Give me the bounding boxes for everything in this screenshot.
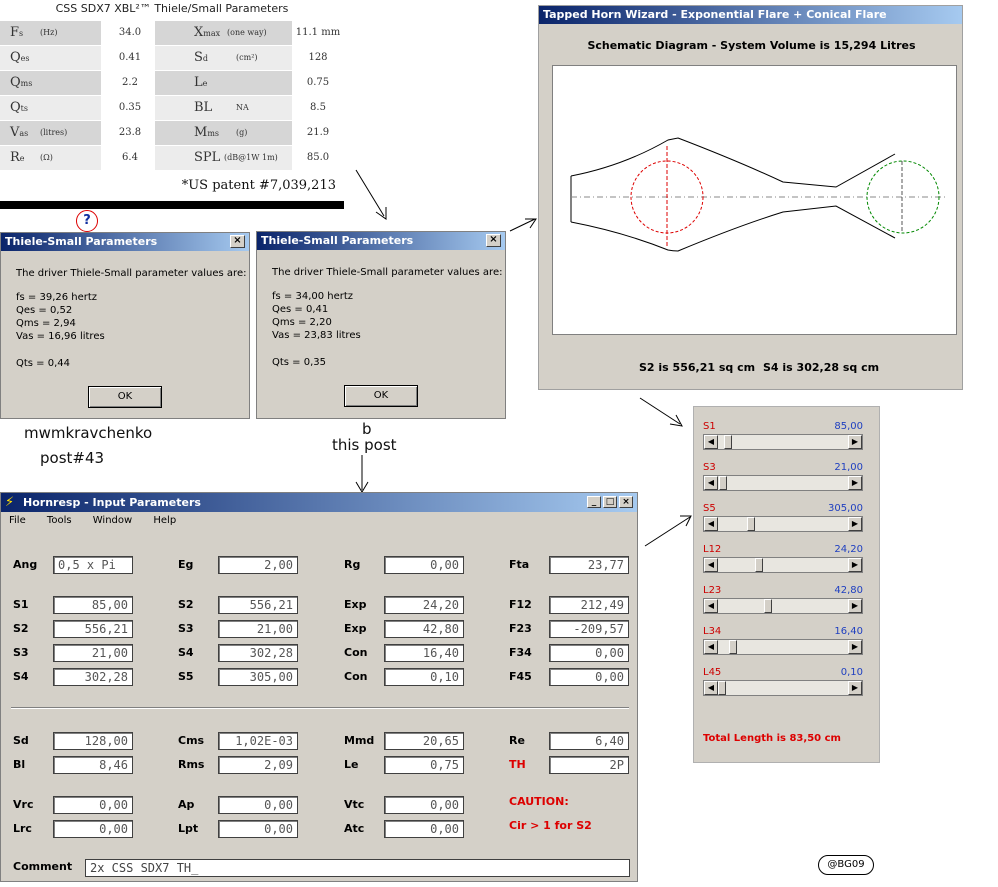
s5-label: S5	[178, 670, 194, 683]
dialog-line: Vas = 23,83 litres	[272, 330, 361, 341]
menu-tools[interactable]: Tools	[46, 515, 72, 526]
lightning-icon: ⚡	[5, 495, 15, 510]
s4a-label: S4	[178, 646, 194, 659]
s3a-label: S3	[178, 622, 194, 635]
atc-input[interactable]: 0,00	[384, 820, 464, 838]
exp2-input[interactable]: 42,80	[384, 620, 464, 638]
mmd-label: Mmd	[344, 734, 375, 747]
slider-value: 305,00	[828, 503, 863, 514]
param-symbol: SPL	[194, 150, 221, 165]
con2-input[interactable]: 0,10	[384, 668, 464, 686]
total-length: Total Length is 83,50 cm	[703, 733, 841, 744]
param-subscript: d	[202, 54, 209, 63]
minimize-button[interactable]: _	[587, 496, 601, 508]
param-unit: (litres)	[40, 128, 68, 137]
slider-track[interactable]	[703, 598, 863, 614]
f23-label: F23	[509, 622, 532, 635]
f34-label: F34	[509, 646, 532, 659]
s4-input[interactable]: 302,28	[53, 668, 133, 686]
con1-input[interactable]: 16,40	[384, 644, 464, 662]
slider-track[interactable]	[703, 516, 863, 532]
arrow-right-icon[interactable]: ▶	[848, 558, 862, 572]
schematic-heading: Schematic Diagram - System Volume is 15,294 Litres	[587, 39, 916, 52]
window-title-text: Hornresp - Input Parameters	[23, 496, 201, 509]
param-subscript: s	[19, 29, 24, 38]
param-unit: (g)	[236, 128, 248, 137]
schematic-canvas	[552, 65, 957, 335]
help-icon[interactable]: ?	[76, 210, 98, 232]
lpt-input[interactable]: 0,00	[218, 820, 298, 838]
window-title: Tapped Horn Wizard - Exponential Flare + Conical Flare	[539, 6, 962, 24]
con2-label: Con	[344, 670, 368, 683]
dialog-qts: Qts = 0,44	[16, 358, 71, 369]
separator	[11, 707, 629, 709]
slider-value: 24,20	[834, 544, 863, 555]
slider-thumb[interactable]	[724, 435, 732, 449]
ang-input[interactable]: 0,5 x Pi	[53, 556, 133, 574]
param-subscript: es	[20, 54, 30, 63]
f34-input[interactable]: 0,00	[549, 644, 629, 662]
param-symbol: Q	[10, 75, 21, 90]
eg-label: Eg	[178, 558, 194, 571]
s4-label: S4	[13, 670, 29, 683]
ok-button[interactable]: OK	[88, 386, 162, 408]
arrow-left-icon[interactable]: ◀	[704, 640, 718, 654]
comment-label: Comment	[13, 860, 73, 873]
slider-label: L34	[703, 626, 722, 637]
spec-title: CSS SDX7 XBL²™ Thiele/Small Parameters	[55, 2, 289, 15]
param-value: 11.1 mm	[295, 27, 341, 38]
param-symbol: F	[10, 25, 20, 40]
s2a-label: S2	[178, 598, 194, 611]
rg-label: Rg	[344, 558, 361, 571]
maximize-button[interactable]: □	[603, 496, 617, 508]
param-value: 8.5	[310, 102, 326, 113]
dialog-line: Vas = 16,96 litres	[16, 331, 105, 342]
caution-message: Cir > 1 for S2	[509, 819, 592, 832]
param-unit: (one way)	[227, 28, 267, 37]
dialog-title-text: Thiele-Small Parameters	[5, 235, 158, 248]
param-value: 0.75	[306, 77, 330, 88]
caption-user: mwmkravchenko	[24, 424, 153, 442]
param-value: 128	[308, 52, 328, 63]
menu-bar	[9, 515, 186, 526]
param-symbol: L	[194, 75, 203, 90]
slider-label: L12	[703, 544, 722, 555]
param-unit: (Ω)	[40, 153, 53, 162]
f45-label: F45	[509, 670, 532, 683]
param-unit: NA	[236, 103, 249, 112]
rms-input[interactable]: 2,09	[218, 756, 298, 774]
slider-thumb[interactable]	[719, 476, 727, 490]
comment-input[interactable]: 2x CSS SDX7 TH_	[85, 859, 630, 877]
fta-label: Fta	[509, 558, 530, 571]
param-symbol: Q	[10, 100, 21, 115]
param-value: 34.0	[118, 27, 142, 38]
close-button[interactable]: ×	[486, 234, 501, 247]
s3a-input[interactable]: 21,00	[218, 620, 298, 638]
lpt-label: Lpt	[178, 822, 199, 835]
slider-thumb[interactable]	[764, 599, 772, 613]
le-input[interactable]: 0,75	[384, 756, 464, 774]
arrow-right-icon[interactable]: ▶	[848, 476, 862, 490]
ok-button[interactable]: OK	[344, 385, 418, 407]
dialog-line: fs = 39,26 hertz	[16, 292, 98, 303]
sliders-panel	[693, 406, 880, 763]
s4-readout: S4 is 302,28 sq cm	[763, 361, 880, 374]
lrc-input[interactable]: 0,00	[53, 820, 133, 838]
horn-schematic	[553, 66, 956, 334]
slider-value: 16,40	[834, 626, 863, 637]
slider-track[interactable]	[703, 680, 863, 696]
param-value: 0.41	[118, 52, 142, 63]
s3-label: S3	[13, 646, 29, 659]
param-symbol: S	[194, 50, 203, 65]
param-subscript: ms	[20, 79, 33, 88]
eg-input[interactable]: 2,00	[218, 556, 298, 574]
s3-input[interactable]: 21,00	[53, 644, 133, 662]
param-value: 23.8	[118, 127, 142, 138]
vrc-input[interactable]: 0,00	[53, 796, 133, 814]
slider-thumb[interactable]	[747, 517, 755, 531]
arrow-line	[356, 170, 384, 216]
slider-track[interactable]	[703, 639, 863, 655]
mmd-input[interactable]: 20,65	[384, 732, 464, 750]
cms-input[interactable]: 1,02E-03	[218, 732, 298, 750]
param-value: 6.4	[122, 152, 138, 163]
f45-input[interactable]: 0,00	[549, 668, 629, 686]
horn-top-outline	[571, 138, 895, 187]
slider-label: S1	[703, 421, 716, 432]
menu-help[interactable]: Help	[153, 515, 177, 526]
slider-value: 21,00	[834, 462, 863, 473]
s1-label: S1	[13, 598, 29, 611]
param-symbol: BL	[194, 100, 213, 115]
slider-track[interactable]	[703, 434, 863, 450]
param-symbol: X	[194, 25, 204, 40]
dialog-qts: Qts = 0,35	[272, 357, 327, 368]
param-symbol: Q	[10, 50, 21, 65]
param-subscript: e	[19, 154, 25, 163]
slider-value: 85,00	[834, 421, 863, 432]
arrow-left-icon[interactable]: ◀	[704, 517, 718, 531]
sd-input[interactable]: 128,00	[53, 732, 133, 750]
s2-label: S2	[13, 622, 29, 635]
close-button[interactable]: ×	[619, 496, 633, 508]
arrow-head	[376, 207, 386, 219]
param-symbol: V	[10, 125, 20, 140]
driver-circle-green	[867, 161, 939, 233]
param-unit: (cm²)	[236, 53, 258, 62]
param-subscript: e	[202, 79, 208, 88]
s2-input[interactable]: 556,21	[53, 620, 133, 638]
slider-value: 42,80	[834, 585, 863, 596]
th-input[interactable]: 2P	[549, 756, 629, 774]
dialog-intro: The driver Thiele-Small parameter values are:	[272, 267, 503, 278]
dialog-line: Qes = 0,41	[272, 304, 329, 315]
param-subscript: as	[19, 129, 29, 138]
con1-label: Con	[344, 646, 368, 659]
param-subscript: ms	[207, 129, 220, 138]
slider-label: S5	[703, 503, 716, 514]
close-button[interactable]: ×	[230, 235, 245, 248]
fta-input[interactable]: 23,77	[549, 556, 629, 574]
th-label: TH	[509, 758, 526, 771]
ap-label: Ap	[178, 798, 195, 811]
rg-input[interactable]: 0,00	[384, 556, 464, 574]
slider-label: L45	[703, 667, 722, 678]
arrow-head	[670, 415, 682, 426]
caution-label: CAUTION:	[509, 795, 569, 808]
f12-input[interactable]: 212,49	[549, 596, 629, 614]
arrow-right-icon[interactable]: ▶	[848, 599, 862, 613]
ang-label: Ang	[13, 558, 38, 571]
sd-label: Sd	[13, 734, 29, 747]
vrc-label: Vrc	[13, 798, 34, 811]
arrow-right-icon[interactable]: ▶	[848, 640, 862, 654]
window-title	[1, 493, 637, 512]
dialog-line: Qms = 2,20	[272, 317, 332, 328]
re-input[interactable]: 6,40	[549, 732, 629, 750]
slider-track[interactable]	[703, 557, 863, 573]
caption-b: b	[362, 420, 372, 438]
dialog-title-text: Thiele-Small Parameters	[261, 234, 414, 247]
param-symbol: M	[194, 125, 208, 140]
arrow-left-icon[interactable]: ◀	[704, 476, 718, 490]
param-unit: (Hz)	[40, 28, 58, 37]
slider-label: L23	[703, 585, 722, 596]
arrow-left-icon[interactable]: ◀	[704, 435, 718, 449]
s2a-input[interactable]: 556,21	[218, 596, 298, 614]
patent-text: *US patent #7,039,213	[181, 178, 336, 193]
dialog-line: fs = 34,00 hertz	[272, 291, 354, 302]
dialog-intro: The driver Thiele-Small parameter values are:	[16, 268, 247, 279]
slider-value: 0,10	[840, 667, 863, 678]
param-value: 0.35	[118, 102, 142, 113]
arrow-right-icon[interactable]: ▶	[848, 435, 862, 449]
exp1-label: Exp	[344, 598, 367, 611]
rms-label: Rms	[178, 758, 205, 771]
param-symbol: R	[10, 150, 20, 165]
slider-label: S3	[703, 462, 716, 473]
f23-input[interactable]: -209,57	[549, 620, 629, 638]
param-value: 85.0	[306, 152, 330, 163]
horn-bottom-outline	[571, 206, 895, 251]
exp2-label: Exp	[344, 622, 367, 635]
caption-post: post#43	[40, 449, 105, 467]
bl-input[interactable]: 8,46	[53, 756, 133, 774]
s4a-input[interactable]: 302,28	[218, 644, 298, 662]
caption-this-post: this post	[332, 436, 397, 454]
cms-label: Cms	[178, 734, 205, 747]
ap-input[interactable]: 0,00	[218, 796, 298, 814]
f12-label: F12	[509, 598, 532, 611]
hornresp-window	[0, 492, 638, 882]
arrow-left-icon[interactable]: ◀	[704, 558, 718, 572]
lrc-label: Lrc	[13, 822, 32, 835]
le-label: Le	[344, 758, 359, 771]
slider-thumb[interactable]	[729, 640, 737, 654]
arrow-right-icon[interactable]: ▶	[848, 517, 862, 531]
re-label: Re	[509, 734, 525, 747]
param-value: 21.9	[306, 127, 330, 138]
arrow-left-icon[interactable]: ◀	[704, 681, 718, 695]
arrow-left-icon[interactable]: ◀	[704, 599, 718, 613]
slider-thumb[interactable]	[755, 558, 763, 572]
param-subscript: ts	[20, 104, 28, 113]
tapped-horn-window	[538, 5, 963, 390]
param-unit: (dB@1W 1m)	[224, 153, 278, 162]
param-subscript: max	[203, 29, 221, 38]
exp1-input[interactable]: 24,20	[384, 596, 464, 614]
arrow-line	[640, 398, 680, 424]
arrow-line	[645, 517, 690, 546]
arrow-line	[510, 219, 535, 231]
bl-label: Bl	[13, 758, 26, 771]
arrow-right-icon[interactable]: ▶	[848, 681, 862, 695]
menu-window[interactable]: Window	[92, 515, 133, 526]
slider-thumb[interactable]	[718, 681, 726, 695]
dialog-line: Qms = 2,94	[16, 318, 76, 329]
vtc-label: Vtc	[344, 798, 365, 811]
s1-input[interactable]: 85,00	[53, 596, 133, 614]
slider-track[interactable]	[703, 475, 863, 491]
param-value: 2.2	[122, 77, 138, 88]
s2-readout: S2 is 556,21 sq cm	[639, 361, 756, 374]
author-stamp: @BG09	[818, 855, 874, 875]
vtc-input[interactable]: 0,00	[384, 796, 464, 814]
dialog-line: Qes = 0,52	[16, 305, 73, 316]
atc-label: Atc	[344, 822, 365, 835]
menu-file[interactable]: File	[9, 515, 26, 526]
s5-input[interactable]: 305,00	[218, 668, 298, 686]
